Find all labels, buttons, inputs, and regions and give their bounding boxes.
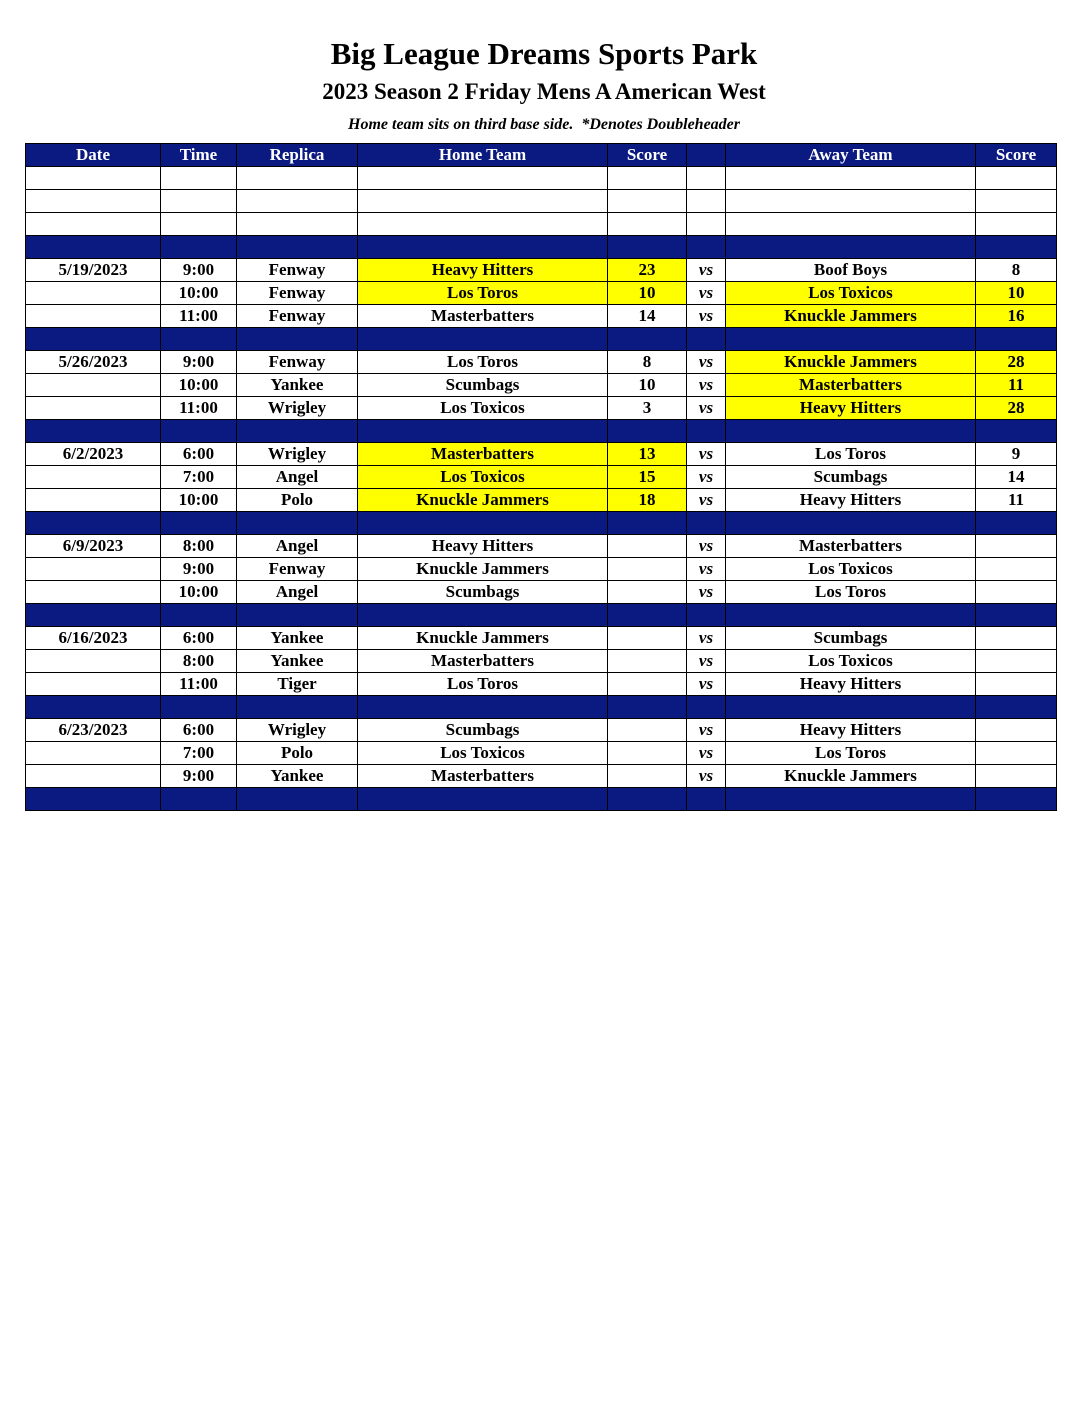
separator-row bbox=[26, 512, 1057, 535]
home-score-cell: 8 bbox=[608, 351, 687, 374]
away-team-cell: Heavy Hitters bbox=[726, 489, 976, 512]
time-cell: 6:00 bbox=[161, 443, 237, 466]
replica-cell: Fenway bbox=[237, 259, 358, 282]
away-score-cell bbox=[976, 512, 1057, 535]
away-score-cell bbox=[976, 650, 1057, 673]
header-home-team: Home Team bbox=[358, 144, 608, 167]
away-score-cell bbox=[976, 581, 1057, 604]
home-team-cell: Masterbatters bbox=[358, 650, 608, 673]
table-row bbox=[26, 489, 1057, 512]
time-cell bbox=[161, 236, 237, 259]
home-team-cell: Heavy Hitters bbox=[358, 259, 608, 282]
home-score-cell: 14 bbox=[608, 305, 687, 328]
date-cell bbox=[26, 374, 161, 397]
home-score-cell bbox=[608, 581, 687, 604]
away-team-cell bbox=[726, 512, 976, 535]
schedule-note: Home team sits on third base side. *Denotes Doubleheader bbox=[348, 116, 740, 133]
vs-cell: vs bbox=[687, 259, 726, 282]
date-cell bbox=[26, 512, 161, 535]
away-team-cell: Heavy Hitters bbox=[726, 719, 976, 742]
home-score-cell: 10 bbox=[608, 282, 687, 305]
away-team-cell: Scumbags bbox=[726, 627, 976, 650]
home-score-cell bbox=[608, 788, 687, 811]
date-cell: 6/2/2023 bbox=[26, 443, 161, 466]
home-score-cell bbox=[608, 213, 687, 236]
home-team-cell bbox=[358, 604, 608, 627]
home-score-cell bbox=[608, 604, 687, 627]
page-title: Big League Dreams Sports Park bbox=[330, 36, 758, 71]
replica-cell: Fenway bbox=[237, 305, 358, 328]
away-score-cell bbox=[976, 788, 1057, 811]
time-cell: 7:00 bbox=[161, 742, 237, 765]
replica-cell: Wrigley bbox=[237, 719, 358, 742]
time-cell bbox=[161, 328, 237, 351]
away-score-cell: 8 bbox=[976, 259, 1057, 282]
time-cell bbox=[161, 696, 237, 719]
away-team-cell bbox=[726, 236, 976, 259]
time-cell: 6:00 bbox=[161, 627, 237, 650]
away-team-cell: Heavy Hitters bbox=[726, 673, 976, 696]
table-row bbox=[26, 466, 1057, 489]
date-cell bbox=[26, 558, 161, 581]
away-team-cell bbox=[726, 420, 976, 443]
time-cell: 8:00 bbox=[161, 535, 237, 558]
away-score-cell bbox=[976, 420, 1057, 443]
away-team-cell bbox=[726, 167, 976, 190]
away-team-cell bbox=[726, 604, 976, 627]
replica-cell bbox=[237, 788, 358, 811]
away-score-cell bbox=[976, 213, 1057, 236]
home-score-cell: 10 bbox=[608, 374, 687, 397]
date-cell bbox=[26, 466, 161, 489]
vs-cell bbox=[687, 167, 726, 190]
vs-cell: vs bbox=[687, 443, 726, 466]
table-row bbox=[26, 581, 1057, 604]
home-score-cell bbox=[608, 673, 687, 696]
table-row bbox=[26, 719, 1057, 742]
home-score-cell bbox=[608, 719, 687, 742]
home-score-cell bbox=[608, 765, 687, 788]
away-team-cell bbox=[726, 213, 976, 236]
home-team-cell: Los Toros bbox=[358, 282, 608, 305]
table-row bbox=[26, 259, 1057, 282]
replica-cell: Angel bbox=[237, 535, 358, 558]
date-cell bbox=[26, 489, 161, 512]
time-cell: 9:00 bbox=[161, 351, 237, 374]
home-team-cell: Masterbatters bbox=[358, 305, 608, 328]
away-score-cell bbox=[976, 236, 1057, 259]
blank-row bbox=[26, 190, 1057, 213]
home-score-cell bbox=[608, 328, 687, 351]
date-cell: 6/9/2023 bbox=[26, 535, 161, 558]
blank-row bbox=[26, 167, 1057, 190]
header-time: Time bbox=[161, 144, 237, 167]
replica-cell: Polo bbox=[237, 489, 358, 512]
away-score-cell: 11 bbox=[976, 489, 1057, 512]
replica-cell bbox=[237, 604, 358, 627]
away-team-cell bbox=[726, 788, 976, 811]
time-cell: 10:00 bbox=[161, 489, 237, 512]
replica-cell: Fenway bbox=[237, 558, 358, 581]
vs-cell bbox=[687, 512, 726, 535]
date-cell bbox=[26, 397, 161, 420]
vs-cell bbox=[687, 420, 726, 443]
vs-cell bbox=[687, 190, 726, 213]
replica-cell bbox=[237, 420, 358, 443]
date-cell bbox=[26, 604, 161, 627]
header-away-team: Away Team bbox=[726, 144, 976, 167]
away-team-cell: Masterbatters bbox=[726, 374, 976, 397]
away-score-cell bbox=[976, 742, 1057, 765]
table-row bbox=[26, 558, 1057, 581]
away-score-cell bbox=[976, 673, 1057, 696]
date-cell bbox=[26, 650, 161, 673]
time-cell bbox=[161, 213, 237, 236]
away-team-cell: Boof Boys bbox=[726, 259, 976, 282]
date-cell bbox=[26, 167, 161, 190]
away-team-cell: Los Toxicos bbox=[726, 558, 976, 581]
home-score-cell bbox=[608, 535, 687, 558]
replica-cell: Angel bbox=[237, 581, 358, 604]
header-away-score: Score bbox=[976, 144, 1057, 167]
away-score-cell bbox=[976, 627, 1057, 650]
table-row bbox=[26, 765, 1057, 788]
home-score-cell: 23 bbox=[608, 259, 687, 282]
separator-row bbox=[26, 788, 1057, 811]
home-team-cell: Masterbatters bbox=[358, 443, 608, 466]
home-score-cell bbox=[608, 696, 687, 719]
header-date: Date bbox=[26, 144, 161, 167]
replica-cell: Fenway bbox=[237, 282, 358, 305]
date-cell bbox=[26, 420, 161, 443]
blank-row bbox=[26, 213, 1057, 236]
time-cell: 9:00 bbox=[161, 259, 237, 282]
away-team-cell bbox=[726, 190, 976, 213]
away-score-cell: 10 bbox=[976, 282, 1057, 305]
home-team-cell: Knuckle Jammers bbox=[358, 558, 608, 581]
away-score-cell bbox=[976, 604, 1057, 627]
schedule-table bbox=[25, 143, 1057, 811]
separator-row bbox=[26, 420, 1057, 443]
separator-row bbox=[26, 236, 1057, 259]
replica-cell: Angel bbox=[237, 466, 358, 489]
home-team-cell bbox=[358, 167, 608, 190]
home-score-cell: 15 bbox=[608, 466, 687, 489]
away-score-cell: 9 bbox=[976, 443, 1057, 466]
table-row bbox=[26, 351, 1057, 374]
home-team-cell: Heavy Hitters bbox=[358, 535, 608, 558]
replica-cell bbox=[237, 167, 358, 190]
home-score-cell bbox=[608, 650, 687, 673]
time-cell: 6:00 bbox=[161, 719, 237, 742]
time-cell: 11:00 bbox=[161, 305, 237, 328]
home-team-cell bbox=[358, 236, 608, 259]
home-team-cell: Knuckle Jammers bbox=[358, 489, 608, 512]
away-score-cell: 16 bbox=[976, 305, 1057, 328]
date-cell bbox=[26, 213, 161, 236]
home-score-cell bbox=[608, 627, 687, 650]
vs-cell bbox=[687, 236, 726, 259]
time-cell: 7:00 bbox=[161, 466, 237, 489]
table-row bbox=[26, 627, 1057, 650]
replica-cell: Yankee bbox=[237, 765, 358, 788]
replica-cell bbox=[237, 236, 358, 259]
time-cell bbox=[161, 788, 237, 811]
vs-cell: vs bbox=[687, 719, 726, 742]
time-cell bbox=[161, 420, 237, 443]
away-score-cell bbox=[976, 696, 1057, 719]
home-score-cell bbox=[608, 742, 687, 765]
vs-cell: vs bbox=[687, 374, 726, 397]
vs-cell: vs bbox=[687, 650, 726, 673]
away-team-cell: Knuckle Jammers bbox=[726, 305, 976, 328]
home-team-cell: Scumbags bbox=[358, 374, 608, 397]
home-team-cell bbox=[358, 213, 608, 236]
away-score-cell: 28 bbox=[976, 351, 1057, 374]
home-team-cell bbox=[358, 512, 608, 535]
schedule-body bbox=[26, 167, 1057, 811]
date-cell: 5/19/2023 bbox=[26, 259, 161, 282]
away-score-cell bbox=[976, 719, 1057, 742]
time-cell: 10:00 bbox=[161, 581, 237, 604]
home-team-cell bbox=[358, 696, 608, 719]
date-cell bbox=[26, 696, 161, 719]
home-team-cell bbox=[358, 420, 608, 443]
replica-cell bbox=[237, 696, 358, 719]
date-cell bbox=[26, 742, 161, 765]
home-team-cell: Knuckle Jammers bbox=[358, 627, 608, 650]
away-team-cell: Los Toros bbox=[726, 581, 976, 604]
time-cell bbox=[161, 604, 237, 627]
home-score-cell: 13 bbox=[608, 443, 687, 466]
home-team-cell: Los Toxicos bbox=[358, 742, 608, 765]
away-team-cell bbox=[726, 696, 976, 719]
replica-cell: Wrigley bbox=[237, 443, 358, 466]
replica-cell bbox=[237, 213, 358, 236]
date-cell bbox=[26, 673, 161, 696]
home-team-cell: Los Toros bbox=[358, 351, 608, 374]
table-row bbox=[26, 397, 1057, 420]
away-score-cell bbox=[976, 558, 1057, 581]
time-cell bbox=[161, 190, 237, 213]
table-row bbox=[26, 673, 1057, 696]
separator-row bbox=[26, 604, 1057, 627]
replica-cell: Fenway bbox=[237, 351, 358, 374]
away-score-cell bbox=[976, 328, 1057, 351]
table-row bbox=[26, 443, 1057, 466]
replica-cell bbox=[237, 512, 358, 535]
replica-cell: Wrigley bbox=[237, 397, 358, 420]
time-cell: 10:00 bbox=[161, 282, 237, 305]
vs-cell: vs bbox=[687, 627, 726, 650]
home-team-cell: Los Toros bbox=[358, 673, 608, 696]
vs-cell bbox=[687, 328, 726, 351]
time-cell: 10:00 bbox=[161, 374, 237, 397]
time-cell: 11:00 bbox=[161, 397, 237, 420]
vs-cell: vs bbox=[687, 351, 726, 374]
date-cell bbox=[26, 305, 161, 328]
vs-cell: vs bbox=[687, 282, 726, 305]
table-row bbox=[26, 535, 1057, 558]
away-score-cell bbox=[976, 765, 1057, 788]
home-score-cell bbox=[608, 190, 687, 213]
separator-row bbox=[26, 328, 1057, 351]
away-score-cell: 11 bbox=[976, 374, 1057, 397]
header-vs bbox=[687, 144, 726, 167]
home-team-cell: Los Toxicos bbox=[358, 397, 608, 420]
table-header-row bbox=[26, 144, 1057, 167]
vs-cell bbox=[687, 788, 726, 811]
home-score-cell: 18 bbox=[608, 489, 687, 512]
home-score-cell bbox=[608, 167, 687, 190]
date-cell: 6/23/2023 bbox=[26, 719, 161, 742]
away-team-cell: Knuckle Jammers bbox=[726, 351, 976, 374]
vs-cell: vs bbox=[687, 581, 726, 604]
vs-cell bbox=[687, 604, 726, 627]
home-score-cell bbox=[608, 558, 687, 581]
home-score-cell bbox=[608, 512, 687, 535]
date-cell bbox=[26, 581, 161, 604]
away-team-cell: Scumbags bbox=[726, 466, 976, 489]
page-subtitle: 2023 Season 2 Friday Mens A American West bbox=[322, 79, 766, 104]
date-cell bbox=[26, 328, 161, 351]
replica-cell bbox=[237, 190, 358, 213]
away-score-cell: 14 bbox=[976, 466, 1057, 489]
home-team-cell bbox=[358, 190, 608, 213]
away-team-cell: Heavy Hitters bbox=[726, 397, 976, 420]
home-team-cell: Los Toxicos bbox=[358, 466, 608, 489]
date-cell: 6/16/2023 bbox=[26, 627, 161, 650]
time-cell bbox=[161, 167, 237, 190]
away-team-cell: Los Toxicos bbox=[726, 282, 976, 305]
away-score-cell bbox=[976, 535, 1057, 558]
vs-cell: vs bbox=[687, 535, 726, 558]
vs-cell bbox=[687, 696, 726, 719]
away-team-cell bbox=[726, 328, 976, 351]
away-team-cell: Masterbatters bbox=[726, 535, 976, 558]
header-replica: Replica bbox=[237, 144, 358, 167]
date-cell bbox=[26, 282, 161, 305]
home-team-cell: Scumbags bbox=[358, 581, 608, 604]
replica-cell: Yankee bbox=[237, 650, 358, 673]
table-row bbox=[26, 742, 1057, 765]
vs-cell: vs bbox=[687, 558, 726, 581]
time-cell: 11:00 bbox=[161, 673, 237, 696]
vs-cell: vs bbox=[687, 489, 726, 512]
home-team-cell bbox=[358, 328, 608, 351]
away-score-cell bbox=[976, 190, 1057, 213]
away-score-cell bbox=[976, 167, 1057, 190]
table-row bbox=[26, 305, 1057, 328]
date-cell bbox=[26, 788, 161, 811]
separator-row bbox=[26, 696, 1057, 719]
table-row bbox=[26, 282, 1057, 305]
home-score-cell bbox=[608, 236, 687, 259]
replica-cell: Yankee bbox=[237, 627, 358, 650]
time-cell: 8:00 bbox=[161, 650, 237, 673]
time-cell: 9:00 bbox=[161, 765, 237, 788]
home-team-cell: Masterbatters bbox=[358, 765, 608, 788]
replica-cell bbox=[237, 328, 358, 351]
away-team-cell: Los Toros bbox=[726, 742, 976, 765]
home-team-cell bbox=[358, 788, 608, 811]
vs-cell: vs bbox=[687, 765, 726, 788]
vs-cell: vs bbox=[687, 397, 726, 420]
vs-cell: vs bbox=[687, 305, 726, 328]
date-cell bbox=[26, 765, 161, 788]
table-row bbox=[26, 374, 1057, 397]
away-team-cell: Knuckle Jammers bbox=[726, 765, 976, 788]
home-score-cell: 3 bbox=[608, 397, 687, 420]
table-row bbox=[26, 650, 1057, 673]
away-team-cell: Los Toros bbox=[726, 443, 976, 466]
time-cell bbox=[161, 512, 237, 535]
away-score-cell: 28 bbox=[976, 397, 1057, 420]
vs-cell: vs bbox=[687, 466, 726, 489]
replica-cell: Polo bbox=[237, 742, 358, 765]
date-cell bbox=[26, 236, 161, 259]
date-cell: 5/26/2023 bbox=[26, 351, 161, 374]
home-team-cell: Scumbags bbox=[358, 719, 608, 742]
vs-cell: vs bbox=[687, 673, 726, 696]
replica-cell: Yankee bbox=[237, 374, 358, 397]
away-team-cell: Los Toxicos bbox=[726, 650, 976, 673]
vs-cell: vs bbox=[687, 742, 726, 765]
replica-cell: Tiger bbox=[237, 673, 358, 696]
vs-cell bbox=[687, 213, 726, 236]
date-cell bbox=[26, 190, 161, 213]
time-cell: 9:00 bbox=[161, 558, 237, 581]
header-home-score: Score bbox=[608, 144, 687, 167]
home-score-cell bbox=[608, 420, 687, 443]
